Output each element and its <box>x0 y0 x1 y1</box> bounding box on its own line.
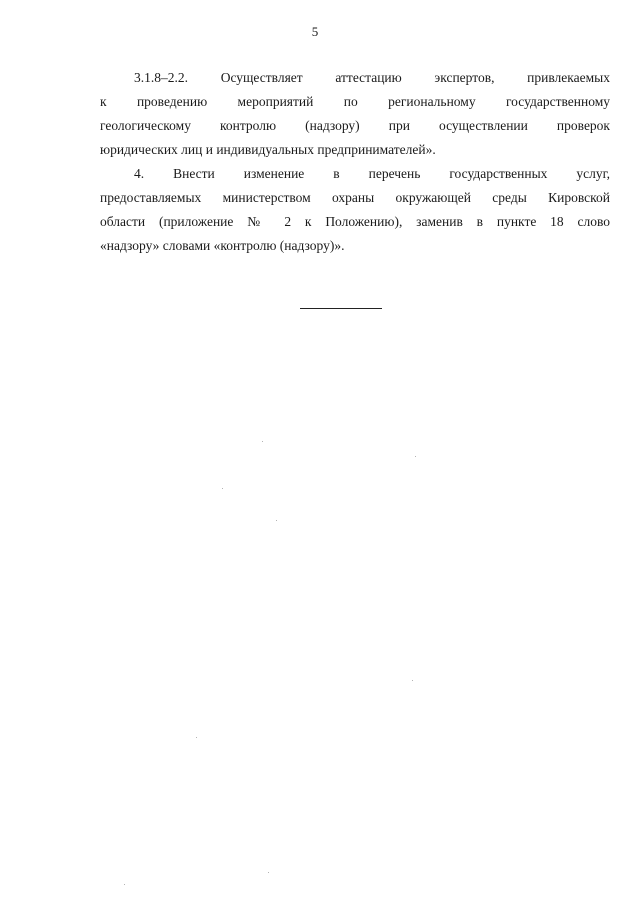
paragraph-line: геологическому контролю (надзору) при осуществлении проверок <box>100 118 610 133</box>
paragraph-line: предоставляемых министерством охраны окружающей среды Кировской <box>100 190 610 205</box>
scan-speck <box>262 441 263 442</box>
scan-speck <box>412 680 413 681</box>
scan-speck <box>268 872 269 873</box>
end-separator-line <box>300 308 382 309</box>
paragraph-line: области (приложение № 2 к Положению), заменив в пункте 18 слово <box>100 214 610 229</box>
scan-speck <box>124 884 125 885</box>
paragraph-line: 3.1.8–2.2. Осуществляет аттестацию экспертов, привлекаемых <box>134 70 610 85</box>
scan-speck <box>276 520 277 521</box>
paragraph-line: юридических лиц и индивидуальных предпринимателей». <box>100 142 436 157</box>
document-body <box>100 66 610 258</box>
paragraph-line: к проведению мероприятий по региональному государственному <box>100 94 610 109</box>
paragraph-line: 4. Внести изменение в перечень государственных услуг, <box>134 166 610 181</box>
paragraph-4 <box>100 162 610 258</box>
scan-speck <box>196 737 197 738</box>
paragraph-line: «надзору» словами «контролю (надзору)». <box>100 238 345 253</box>
scan-speck <box>415 456 416 457</box>
paragraph-3-1-8-2-2 <box>100 66 610 162</box>
page-number: 5 <box>311 24 319 39</box>
scan-speck <box>222 488 223 489</box>
